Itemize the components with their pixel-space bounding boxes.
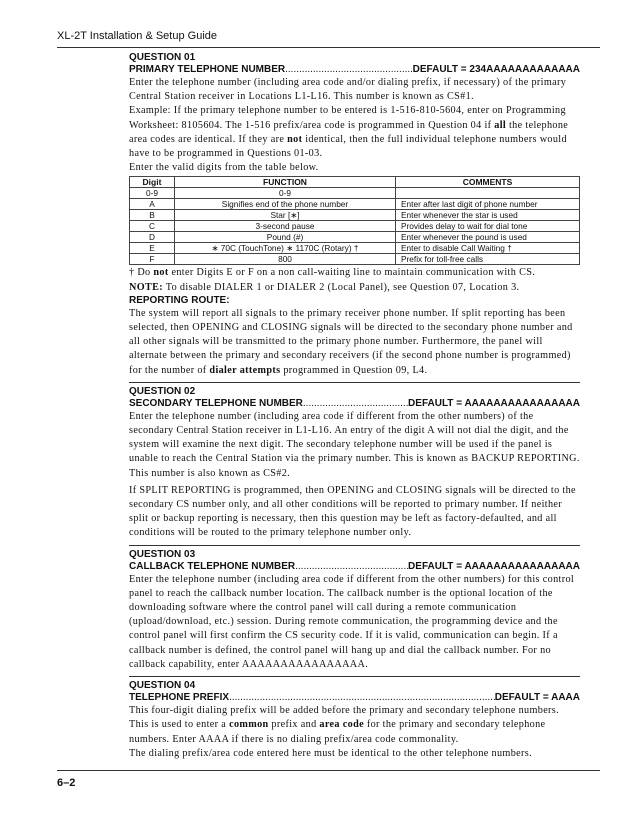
question-number: QUESTION 03 (129, 548, 196, 560)
paragraph: Enter the telephone number (including area code if different from the other numbers) of the secondary Central Station receiver in L1-L16. An entry of the digit A will not dial the digit, and the system will examine the next digit. The secondary telephone number will be used if the panel is unable to reach the Central Station via the primary number. This is known as BACKUP REPORTING. This number is also known as CS#2. (129, 410, 580, 479)
dot-leader (295, 561, 408, 573)
table-row (130, 221, 580, 232)
digit-cell: 0-9 (130, 188, 175, 199)
digit-cell: C (130, 221, 175, 232)
page-number: 6–2 (57, 777, 76, 789)
table-row (130, 199, 580, 210)
table-row (130, 210, 580, 221)
comment-cell: Provides delay to wait for dial tone (396, 221, 580, 232)
section-divider (129, 545, 580, 546)
question-title-row (129, 692, 580, 704)
table-row (130, 188, 580, 199)
function-cell: Signifies end of the phone number (175, 199, 396, 210)
comment-cell: Enter whenever the pound is used (396, 232, 580, 243)
question-title: TELEPHONE PREFIX (129, 692, 230, 704)
default-value: DEFAULT = AAAAAAAAAAAAAAAA (408, 397, 580, 409)
paragraph: Enter the valid digits from the table below. (129, 162, 319, 174)
page-content (129, 52, 580, 761)
section-divider (129, 676, 580, 677)
paragraph: If SPLIT REPORTING is programmed, then OPENING and CLOSING signals will be directed to the secondary CS number only, and all other conditions will be reported to primary number. If neither split or backup reporting is necessary, then this question may be left as factory-defaulted, and all conditions will be routed to the primary telephone number only. (129, 484, 576, 539)
question-01 (129, 52, 580, 378)
dot-leader (285, 64, 413, 76)
running-header: XL-2T Installation & Setup Guide (57, 30, 218, 42)
question-title-row (129, 64, 580, 76)
function-cell: Star [∗] (175, 210, 396, 221)
example-paragraph: Example: If the primary telephone number to be entered is 1-516-810-5604, enter on Programming Worksheet: 8105604. The 1-516 prefix/area code is programmed in Question 04 if all the telephone area codes are identical. If they are not identical, then the full individual telephone numbers would have to be programmed in Questions 01-03. (129, 105, 569, 160)
paragraph: The dialing prefix/area code entered here must be identical to the other telephone numbers. (129, 747, 532, 759)
question-03 (129, 549, 580, 672)
reporting-route-heading: REPORTING ROUTE: (129, 294, 230, 306)
digit-table (129, 176, 580, 265)
function-cell: 0-9 (175, 188, 396, 199)
question-title: CALLBACK TELEPHONE NUMBER (129, 560, 296, 572)
table-row (130, 232, 580, 243)
function-cell: Pound (#) (175, 232, 396, 243)
table-row (130, 243, 580, 254)
column-header-function: FUNCTION (175, 177, 396, 188)
comment-cell: Enter after last digit of phone number (396, 199, 580, 210)
default-value: DEFAULT = 234AAAAAAAAAAAAA (412, 64, 580, 75)
paragraph: Enter the telephone number (including area code and/or dialing prefix, if necessary) of the primary Central Station receiver in Locations L1-L16. This number is known as CS#1. (129, 77, 567, 103)
digit-cell: D (130, 232, 175, 243)
question-number: QUESTION 04 (129, 680, 196, 692)
comment-cell: Enter whenever the star is used (396, 210, 580, 221)
question-title-row (129, 398, 580, 410)
paragraph: Enter the telephone number (including area code if different from the other numbers) for this control panel to reach the callback number location. The callback number is the optional location of the downloading software where the control panel will call during a remote communication (upload/download, etc.) session. During remote communication, the programming device and the control panel will first confirm the CS security code. If it is valid, communication can begin. If a callback number is defined, the control panel will hang up and dial the callback number. For no callback capability, enter AAAAAAAAAAAAAAAA. (129, 573, 575, 670)
default-value: DEFAULT = AAAAAAAAAAAAAAAA (408, 560, 580, 572)
comment-cell: Enter to disable Call Waiting † (396, 243, 580, 254)
table-header-row (130, 177, 580, 188)
section-divider (129, 382, 580, 383)
dot-leader (303, 398, 408, 410)
question-number: QUESTION 01 (129, 52, 196, 63)
paragraph: This four-digit dialing prefix will be added before the primary and secondary telephone numbers. This is used to enter a common prefix and area code for the primary and secondary telephone numbers. Enter AAAA if there is no dialing prefix/area code commonality. (129, 705, 560, 745)
note: NOTE: To disable DIALER 1 or DIALER 2 (Local Panel), see Question 07, Location 3. (129, 281, 520, 293)
question-title: PRIMARY TELEPHONE NUMBER (129, 64, 286, 75)
question-title: SECONDARY TELEPHONE NUMBER (129, 397, 303, 409)
dagger-note: † Do not enter Digits E or F on a non call-waiting line to maintain communication with CS. (129, 267, 536, 279)
table-row (130, 254, 580, 265)
digit-cell: E (130, 243, 175, 254)
digit-cell: F (130, 254, 175, 265)
footer-rule (57, 770, 600, 771)
function-cell: 800 (175, 254, 396, 265)
column-header-comments: COMMENTS (396, 177, 580, 188)
comment-cell (396, 188, 580, 199)
digit-cell: A (130, 199, 175, 210)
header-rule (57, 47, 600, 48)
question-title-row (129, 561, 580, 573)
reporting-route-paragraph: The system will report all signals to the primary receiver phone number. If split reporting has been selected, then OPENING and CLOSING signals will be directed to the secondary phone number and all other signals will be transmitted to the primary phone number. Furthermore, the panel will alternate between the primary and secondary receivers (if the second phone number is programmed) for the number of dialer attempts programmed in Question 09, L4. (129, 307, 573, 376)
question-04 (129, 680, 580, 761)
comment-cell: Prefix for toll-free calls (396, 254, 580, 265)
column-header-digit: Digit (130, 177, 175, 188)
question-number: QUESTION 02 (129, 385, 196, 397)
dot-leader (229, 692, 495, 704)
function-cell: ∗ 70C (TouchTone) ∗ 1170C (Rotary) † (175, 243, 396, 254)
digit-cell: B (130, 210, 175, 221)
default-value: DEFAULT = AAAA (494, 692, 580, 704)
question-02 (129, 386, 580, 541)
function-cell: 3-second pause (175, 221, 396, 232)
